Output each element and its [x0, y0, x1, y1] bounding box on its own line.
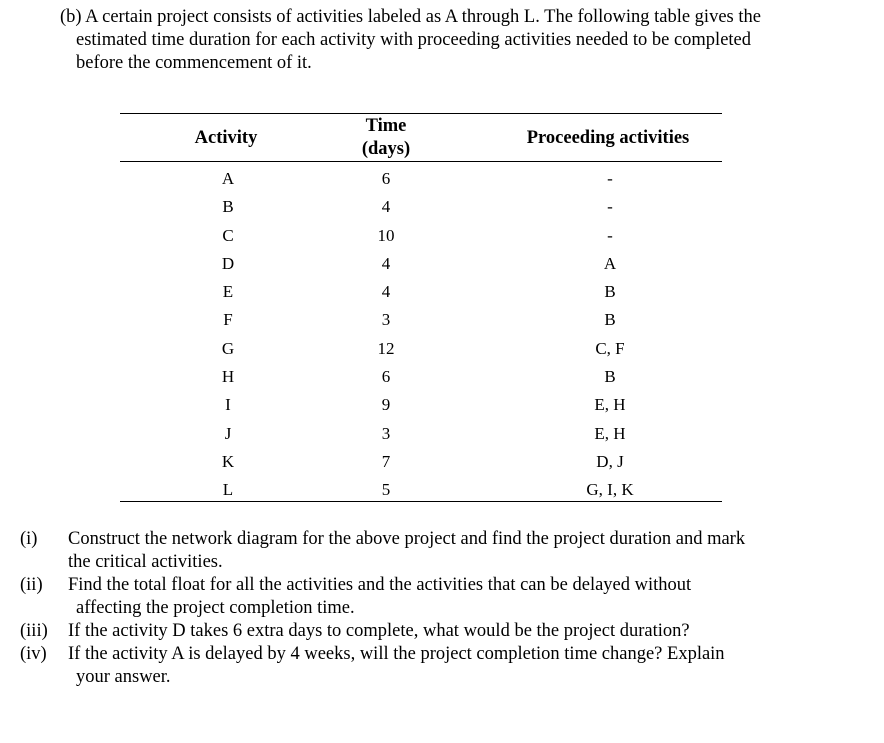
table-row	[120, 452, 722, 480]
question-number: (iii)	[20, 621, 48, 641]
cell-activity: K	[221, 451, 235, 471]
question-item	[20, 528, 860, 574]
cell-preceding: G, I, K	[586, 480, 634, 500]
question-list	[20, 528, 860, 689]
header-preceding: Proceeding activities	[526, 128, 690, 148]
cell-activity: G	[221, 338, 235, 358]
table-row	[120, 169, 722, 197]
cell-time: 9	[381, 395, 391, 415]
cell-activity: B	[222, 197, 234, 217]
cell-time: 10	[377, 225, 395, 245]
header-time-line2: (days)	[361, 139, 411, 159]
table-body	[120, 169, 722, 509]
cell-activity: H	[221, 367, 235, 387]
question-text-line1: If the activity D takes 6 extra days to complete, what would be the project duration?	[68, 621, 690, 641]
cell-activity: J	[224, 423, 232, 443]
table-row	[120, 310, 722, 338]
question-text-line1: Construct the network diagram for the above project and find the project duration and mark	[68, 529, 746, 549]
cell-preceding: B	[604, 367, 616, 387]
intro-line-2: estimated time duration for each activity with proceeding activities needed to be completed	[76, 30, 752, 50]
table-row	[120, 367, 722, 395]
cell-activity: I	[225, 395, 231, 415]
cell-time: 3	[381, 310, 391, 330]
table-row	[120, 339, 722, 367]
table-row	[120, 282, 722, 310]
cell-time: 4	[381, 282, 391, 302]
table-top-rule	[120, 113, 722, 114]
question-text-line2: your answer.	[76, 667, 171, 687]
cell-preceding: B	[604, 282, 616, 302]
cell-preceding: C, F	[595, 338, 625, 358]
cell-activity: A	[221, 169, 235, 188]
intro-line-3: before the commencement of it.	[76, 53, 312, 73]
problem-intro	[60, 6, 860, 75]
cell-time: 4	[381, 197, 391, 217]
question-text-line2: affecting the project completion time.	[76, 598, 355, 618]
cell-preceding: A	[603, 253, 617, 273]
cell-preceding: B	[604, 310, 616, 330]
table-row	[120, 254, 722, 282]
question-number: (ii)	[20, 575, 43, 595]
cell-preceding: D, J	[596, 451, 624, 471]
intro-line-1: (b) A certain project consists of activities labeled as A through L. The following table gives the	[60, 7, 761, 27]
table-row	[120, 226, 722, 254]
cell-time: 4	[381, 253, 391, 273]
cell-preceding: E, H	[594, 423, 626, 443]
cell-preceding: E, H	[594, 395, 626, 415]
table-row	[120, 480, 722, 508]
question-number: (i)	[20, 529, 38, 549]
table-header-rule	[120, 161, 722, 162]
question-item	[20, 643, 860, 689]
table-bottom-rule	[120, 501, 722, 502]
cell-time: 12	[377, 338, 395, 358]
table-row	[120, 395, 722, 423]
cell-activity: D	[221, 253, 235, 273]
cell-preceding: -	[607, 225, 613, 245]
cell-time: 6	[381, 169, 391, 188]
cell-time: 6	[381, 367, 391, 387]
cell-activity: E	[222, 282, 234, 302]
cell-activity: F	[223, 310, 233, 330]
cell-time: 3	[381, 423, 391, 443]
cell-time: 7	[381, 451, 391, 471]
table-row	[120, 424, 722, 452]
table-row	[120, 197, 722, 225]
question-number: (iv)	[20, 644, 47, 664]
question-text-line1: If the activity A is delayed by 4 weeks, will the project completion time change? Explain	[68, 644, 725, 664]
header-time	[342, 115, 430, 161]
cell-time: 5	[381, 480, 391, 500]
question-text-line1: Find the total float for all the activities and the activities that can be delayed without	[68, 575, 692, 595]
question-item	[20, 574, 860, 620]
header-activity: Activity	[194, 128, 258, 148]
cell-activity: L	[222, 480, 234, 500]
question-text-line2: the critical activities.	[68, 552, 223, 572]
question-item	[20, 620, 860, 643]
cell-preceding: -	[607, 197, 613, 217]
header-time-line1: Time	[365, 116, 407, 136]
cell-preceding: -	[607, 169, 613, 188]
cell-activity: C	[222, 225, 234, 245]
